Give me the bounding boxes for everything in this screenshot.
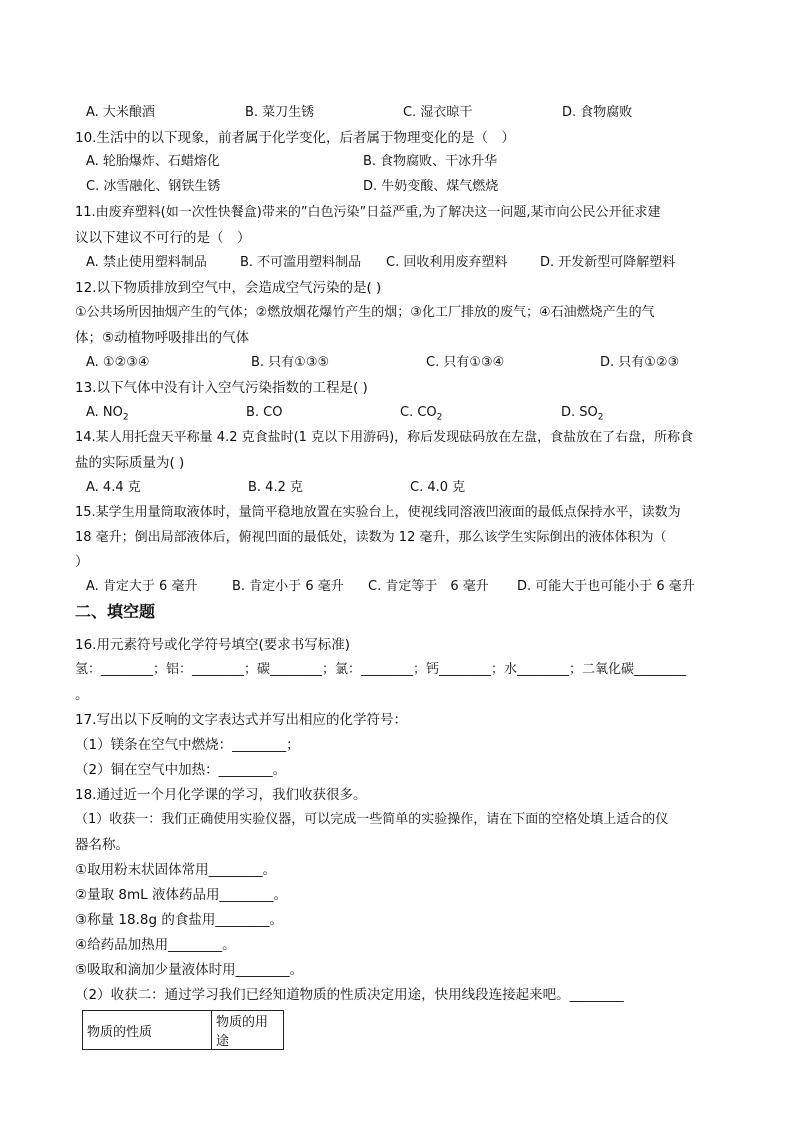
q17-item-1: （1）镁条在空气中燃烧：________； [75,737,300,753]
q14-stem-line2: 盐的实际质量为( ) [75,455,185,471]
q13-option-c: C. $CO_2$ [400,405,443,423]
q12-stem: 12.以下物质排放到空气中，会造成空气污染的是( ) [75,280,382,296]
q12-option-b: B. 只有①③⑤ [251,355,330,370]
q9-option-a: A. 大米酿酒 [86,105,155,120]
table-row [83,1011,284,1050]
q10-option-b: B. 食物腐败、干冰升华 [363,154,498,169]
q14-option-c: C. 4.0 克 [410,480,466,495]
q18-item-1: ①取用粉末状固体常用________。 [75,862,277,878]
q10-option-c: C. 冰雪融化、钢铁生锈 [86,179,221,194]
q14-option-a: A. 4.4 克 [86,480,141,495]
q16-blanks-line: 氢：________；铝：________；碳________；氯：________；钙________；水________；二氧化碳________ [75,662,687,677]
q11-stem-line2: 议以下建议不可行的是（ ） [75,230,251,246]
q12-option-d: D. 只有①②③ [600,355,680,370]
q18-item-3: ③称量 18.8g 的食盐用________。 [75,912,283,928]
q11-option-a: A. 禁止使用塑料制品 [86,255,207,270]
table-header-property: 物质的性质 [83,1011,212,1050]
q13-option-b: B. CO [246,405,283,420]
property-use-table [82,1010,284,1050]
q14-stem-line1: 14.某人用托盘天平称量 4.2 克食盐时(1 克以下用游码)，称后发现砝码放在左盘，食盐放在了右盘，所称食 [75,430,694,445]
q10-stem: 10.生活中的以下现象，前者属于化学变化，后者属于物理变化的是（ ） [75,130,515,146]
q13-stem: 13.以下气体中没有计入空气污染指数的工程是( ) [75,380,368,396]
q11-option-b: B. 不可滥用塑料制品 [240,255,362,270]
q15-stem-line1: 15.某学生用量筒取液体时，量筒平稳地放置在实验台上，使视线同溶液凹液面的最低点保持水平，读数为 [75,505,681,520]
q12-option-a: A. ①②③④ [86,355,150,370]
q14-option-b: B. 4.2 克 [248,480,303,495]
q17-item-2: （2）铜在空气中加热：________。 [75,762,287,778]
q13-option-d: D. $SO_2$ [561,405,604,423]
q15-option-b: B. 肯定小于 6 毫升 [232,579,344,594]
q18-item-2: ②量取 8mL 液体药品用________。 [75,887,287,903]
q18-part2: （2）收获二：通过学习我们已经知道物质的性质决定用途，快用线段连接起来吧。________ [75,987,624,1003]
q10-option-d: D. 牛奶变酸、煤气燃烧 [363,179,499,194]
q15-option-a: A. 肯定大于 6 毫升 [86,579,198,594]
q11-stem-line1: 11.由废弃塑料(如一次性快餐盒)带来的”白色污染”日益严重,为了解决这一问题,某市向公民公开征求建 [75,205,661,220]
q11-option-d: D. 开发新型可降解塑料 [540,255,676,270]
q18-part1-line1: （1）收获一：我们正确使用实验仪器，可以完成一些简单的实验操作，请在下面的空格处填上适合的仪 [75,812,669,827]
section-heading: 二、填空题 [75,602,156,621]
q15-option-d: D. 可能大于也可能小于 6 毫升 [517,579,695,594]
q9-option-b: B. 菜刀生锈 [245,105,315,120]
q16-stem: 16.用元素符号或化学符号填空(要求书写标准) [75,637,351,653]
q16-line3: 。 [75,687,89,703]
q13-option-a: A. $NO_2$ [86,405,129,423]
q17-stem: 17.写出以下反响的文字表达式并写出相应的化学符号： [75,712,407,728]
q18-stem: 18.通过近一个月化学课的学习，我们收获很多。 [75,787,367,803]
q18-item-4: ④给药品加热用________。 [75,937,236,953]
q12-option-c: C. 只有①③④ [426,355,505,370]
q9-option-d: D. 食物腐败 [562,105,633,120]
q10-option-a: A. 轮胎爆炸、石蜡熔化 [86,154,220,169]
q15-option-c: C. 肯定等于 6 毫升 [368,579,489,594]
q15-stem-line3: ） [75,554,89,570]
table-header-use: 物质的用途 [212,1011,284,1050]
q12-stem-line2: ①公共场所因抽烟产生的气体；②燃放烟花爆竹产生的烟；③化工厂排放的废气；④石油燃烧产生的气 [75,305,655,320]
q11-option-c: C. 回收利用废弃塑料 [386,255,508,270]
q18-part1-line2: 器名称。 [75,837,129,853]
q12-stem-line3: 体；⑤动植物呼吸排出的气体 [75,330,250,346]
q18-item-5: ⑤吸取和滴加少量液体时用________。 [75,962,304,978]
q9-option-c: C. 湿衣晾干 [403,105,473,120]
q15-stem-line2: 18 毫升；倒出局部液体后，俯视凹面的最低处，读数为 12 毫升，那么该学生实际倒出的液体体积为（ [75,530,667,545]
